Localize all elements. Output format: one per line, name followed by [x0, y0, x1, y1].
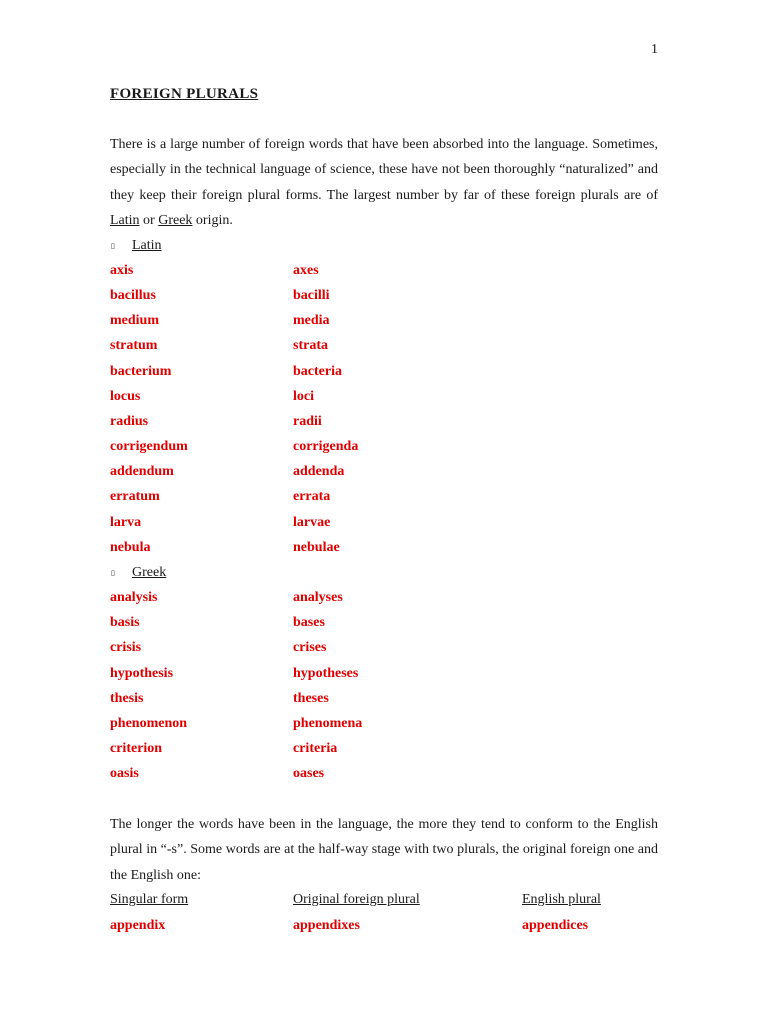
singular-word: oasis: [110, 766, 139, 782]
plural-word: analyses: [293, 590, 343, 606]
plural-comparison-table: [110, 888, 658, 938]
singular-word: nebula: [110, 539, 151, 555]
word-pair-row: [110, 359, 658, 384]
word-pair-row: [110, 535, 658, 560]
word-pair-row: [110, 283, 658, 308]
singular-word: stratum: [110, 338, 158, 354]
singular-word: axis: [110, 262, 134, 278]
singular-word: addendum: [110, 464, 174, 480]
table-row: [110, 913, 658, 938]
singular-word: corrigendum: [110, 439, 188, 455]
document-title: FOREIGN PLURALS: [110, 86, 259, 102]
singular-word: phenomenon: [110, 715, 188, 731]
word-pair-row: [110, 611, 658, 636]
word-pair-row: [110, 460, 658, 485]
plural-word: phenomena: [293, 715, 363, 731]
word-pair-row: [110, 510, 658, 535]
column-header: English plural: [522, 892, 601, 908]
second-paragraph: The longer the words have been in the language, the more they tend to conform to the English plural in “-s”. Some words are at the half-way stage with two plurals, the original foreign one and the English one:: [110, 816, 658, 883]
plural-word: oases: [293, 766, 325, 782]
plural-word: bacteria: [293, 363, 342, 379]
singular-word: crisis: [110, 640, 142, 656]
plural-word: nebulae: [293, 539, 340, 555]
singular-word: bacillus: [110, 287, 156, 303]
foreign-plural-word: appendixes: [293, 917, 360, 933]
word-pair-row: [110, 409, 658, 434]
word-pair-row: [110, 384, 658, 409]
plural-word: media: [293, 313, 330, 329]
section-heading-greek: [110, 560, 658, 585]
word-pair-row: [110, 711, 658, 736]
word-pair-row: [110, 661, 658, 686]
plural-word: theses: [293, 690, 329, 706]
singular-word: bacterium: [110, 363, 172, 379]
singular-word: thesis: [110, 690, 144, 706]
singular-word: appendix: [110, 917, 166, 933]
singular-word: radius: [110, 413, 149, 429]
word-pair-row: [110, 485, 658, 510]
word-pair-row: [110, 309, 658, 334]
word-pair-row: [110, 435, 658, 460]
word-pair-row: [110, 686, 658, 711]
word-pair-row: [110, 334, 658, 359]
plural-word: addenda: [293, 464, 345, 480]
plural-word: errata: [293, 489, 331, 505]
singular-word: hypothesis: [110, 665, 174, 681]
word-pair-row: [110, 585, 658, 610]
plural-word: bases: [293, 615, 325, 631]
column-header: Original foreign plural: [293, 892, 420, 908]
singular-word: basis: [110, 615, 140, 631]
singular-word: analysis: [110, 590, 158, 606]
singular-word: erratum: [110, 489, 160, 505]
bullet-icon: ▯: [111, 241, 115, 250]
section-heading-latin: [110, 233, 658, 258]
greek-reference: Greek: [158, 212, 193, 228]
singular-word: medium: [110, 313, 159, 329]
singular-word: larva: [110, 514, 142, 530]
plural-word: bacilli: [293, 287, 330, 303]
page-number: 1: [651, 42, 658, 57]
word-pair-row: [110, 636, 658, 661]
plural-word: radii: [293, 413, 322, 429]
plural-word: loci: [293, 388, 314, 404]
plural-word: criteria: [293, 741, 338, 757]
plural-word: crises: [293, 640, 327, 656]
column-header: Singular form: [110, 892, 189, 908]
bullet-icon: ▯: [111, 568, 115, 577]
plural-sections: [110, 233, 658, 787]
plural-word: axes: [293, 262, 319, 278]
plural-word: larvae: [293, 514, 331, 530]
section-label: Latin: [132, 237, 162, 253]
section-label: Greek: [132, 564, 167, 580]
word-pair-row: [110, 737, 658, 762]
plural-word: corrigenda: [293, 439, 359, 455]
document-body: [110, 82, 658, 938]
intro-paragraph: There is a large number of foreign words that have been absorbed into the language. Sometimes, especially in the technical language of science, these have not been thoroughly “naturalized” and they keep their foreign plural forms. The largest number by far of these foreign plurals are of Latin or Greek origin.: [110, 137, 658, 228]
plural-word: hypotheses: [293, 665, 359, 681]
plural-word: strata: [293, 338, 328, 354]
table-header-row: [110, 888, 658, 913]
singular-word: criterion: [110, 741, 163, 757]
word-pair-row: [110, 258, 658, 283]
english-plural-word: appendices: [522, 917, 589, 933]
word-pair-row: [110, 762, 658, 787]
singular-word: locus: [110, 388, 141, 404]
latin-reference: Latin: [110, 212, 140, 228]
